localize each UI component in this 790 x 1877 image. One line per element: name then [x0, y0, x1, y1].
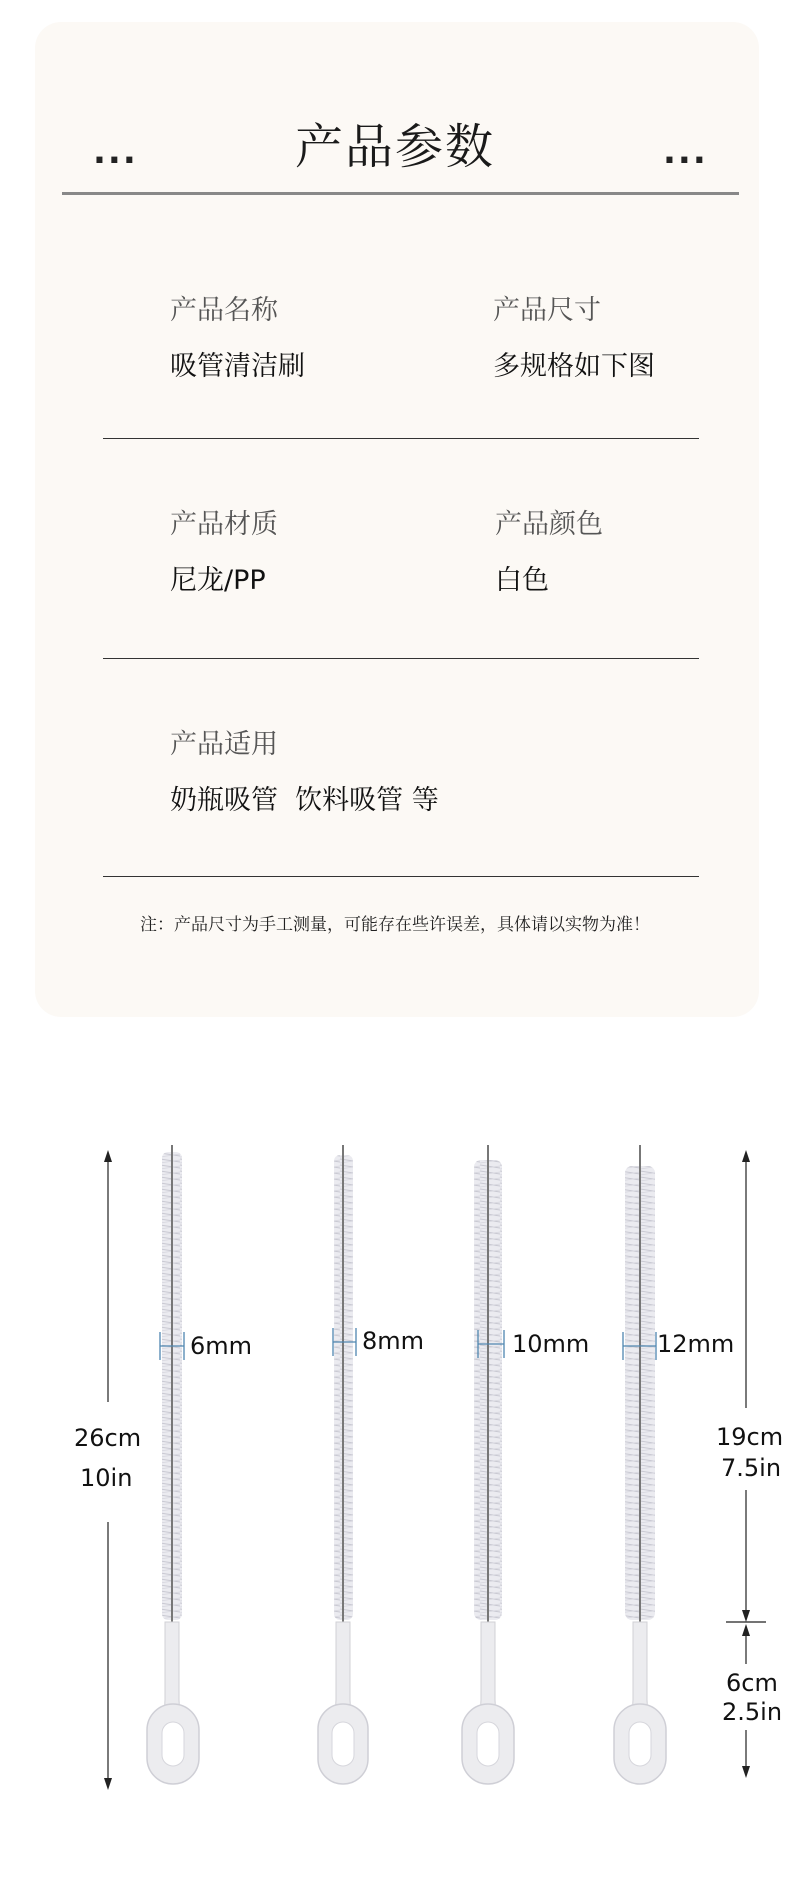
right-dots: ...	[663, 132, 708, 172]
measurement-note: 注：产品尺寸为手工测量，可能存在些许误差，具体请以实物为准！	[140, 915, 650, 935]
param-label-material: 产品材质	[170, 509, 278, 540]
param-value-name: 吸管清洁刷	[170, 351, 305, 382]
diameter-label-12mm: 12mm	[657, 1330, 735, 1358]
param-value-material: 尼龙/PP	[170, 565, 266, 596]
brush-length-cm: 19cm	[716, 1423, 784, 1451]
handle-length-in: 2.5in	[722, 1698, 783, 1726]
brush-12mm	[614, 1145, 666, 1784]
page-title: 产品参数	[294, 119, 495, 175]
total-length-cm: 26cm	[74, 1424, 142, 1452]
brush-length-in: 7.5in	[721, 1454, 782, 1482]
brush-length-arrow	[726, 1150, 766, 1622]
brush-10mm	[462, 1145, 514, 1784]
param-value-color: 白色	[495, 565, 549, 596]
diameter-label-10mm: 10mm	[512, 1330, 590, 1358]
param-value-usage: 奶瓶吸管 饮料吸管 等	[170, 785, 439, 816]
param-value-size: 多规格如下图	[493, 351, 655, 382]
param-label-size: 产品尺寸	[493, 295, 601, 326]
param-label-name: 产品名称	[170, 295, 278, 326]
brush-8mm	[318, 1145, 368, 1784]
total-length-in: 10in	[80, 1464, 133, 1492]
brush-6mm	[147, 1145, 199, 1784]
left-dots: ...	[93, 132, 138, 172]
param-label-usage: 产品适用	[170, 729, 278, 760]
param-label-color: 产品颜色	[495, 509, 603, 540]
handle-length-cm: 6cm	[726, 1669, 778, 1697]
title-divider	[62, 192, 739, 195]
divider-2	[103, 658, 699, 659]
diameter-label-6mm: 6mm	[190, 1332, 253, 1360]
divider-3	[103, 876, 699, 877]
divider-1	[103, 438, 699, 439]
diameter-label-8mm: 8mm	[362, 1327, 425, 1355]
